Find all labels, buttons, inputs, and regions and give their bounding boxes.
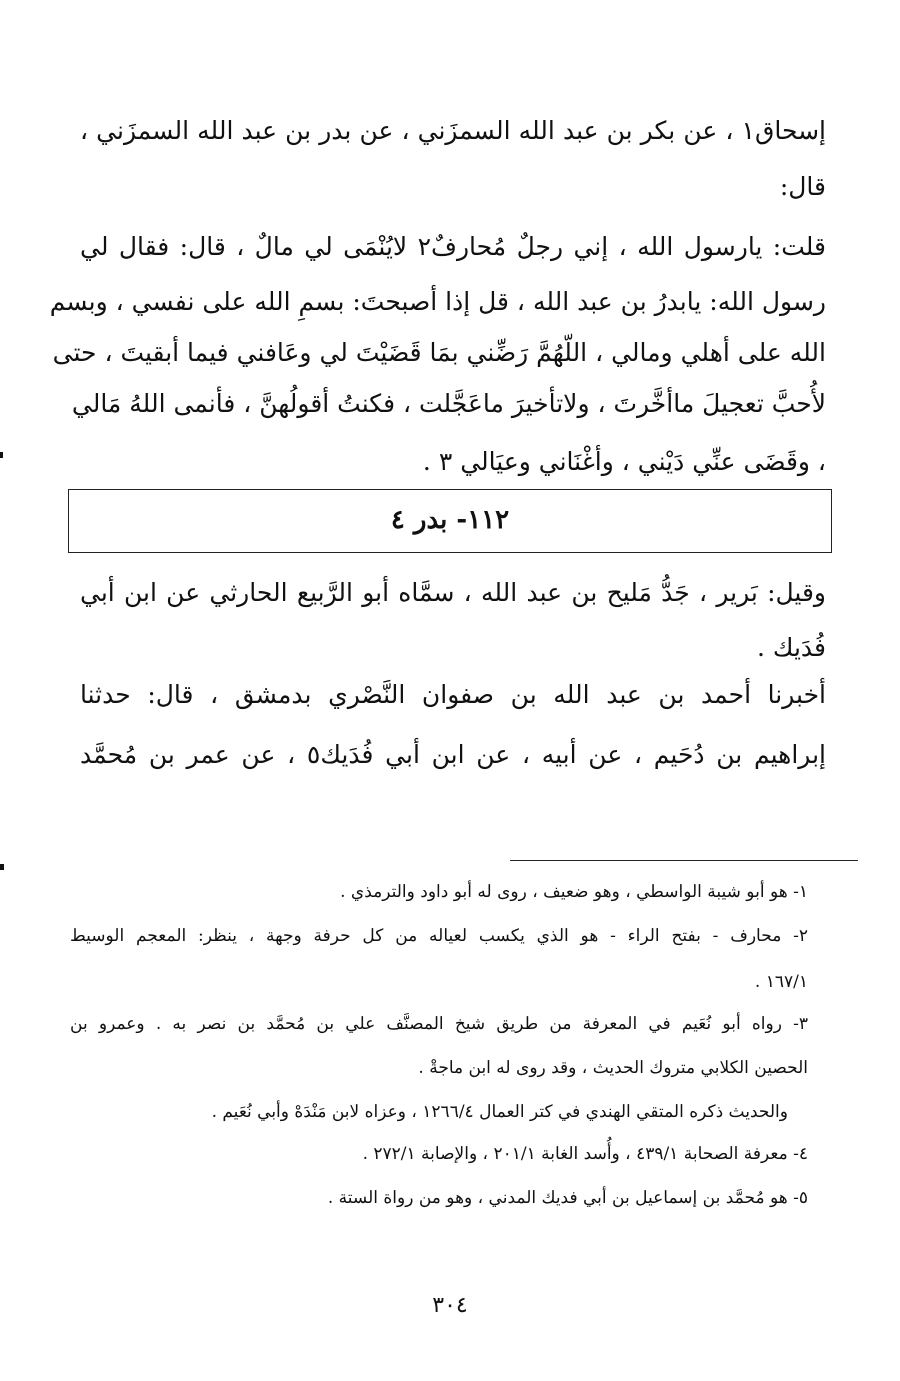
section-title: ١١٢- بدر ٤ [390,505,510,535]
body-line-6: لأُحبَّ تعجيلَ ماأخَّرتَ ، ولاتأخيرَ ماعَجَّلت ، فكنتُ أقولُهنَّ ، فأنمى اللهُ مَالي [71,389,826,418]
footnote-3: ٣- رواه أبو نُعَيم في المعرفة من طريق شيخ المصنَّف علي بن مُحمَّد بن نصر به . وعمرو بن [70,1014,808,1034]
body-line-8: وقيل: بَرير ، جَدُّ مَليح بن عبد الله ، سمَّاه أبو الرَّبيع الحارثي عن ابن أبي [80,578,826,607]
footnote-1: ١- هو أبو شيبة الواسطي ، وهو ضعيف ، روى له أبو داود والترمذي . [340,882,808,902]
footnote-3-continued: الحصين الكلابي متروك الحديث ، وقد روى له ابن ماجةْ . [418,1058,808,1078]
body-line-1: إسحاق١ ، عن بكر بن عبد الله السمزَني ، عن بدر بن عبد الله السمزَني ، [80,116,826,145]
footnote-4: ٤- معرفة الصحابة ٤٣٩/١ ، وأُسد الغابة ٢٠١/١ ، والإصابة ٢٧٢/١ . [362,1144,808,1164]
footnote-5: ٥- هو مُحمَّد بن إسماعيل بن أبي فديك المدني ، وهو من رواة الستة . [327,1188,808,1208]
body-line-5: الله على أهلي ومالي ، اللّهُمَّ رَضِّني بمَا قَضَيْتَ لي وعَافني فيما أبقيتَ ، حتى [52,338,826,367]
body-line-9: فُدَيك . [757,633,826,662]
body-line-11: إبراهيم بن دُحَيم ، عن أبيه ، عن ابن أبي فُدَيك٥ ، عن عمر بن مُحمَّد [80,740,826,769]
scan-mark-bottom [0,864,4,870]
footnote-2-continued: ١٦٧/١ . [754,972,808,992]
body-line-2: قال: [779,172,826,201]
footnote-separator [510,860,858,861]
body-line-4: رسول الله: يابدرُ بن عبد الله ، قل إذا أصبحتَ: بسمِ الله على نفسي ، وبسم [49,287,826,316]
body-line-7: ، وقَضَى عنِّي دَيْني ، وأغْنَاني وعيَالي ٣ . [422,447,826,476]
footnote-3-note: والحديث ذكره المتقي الهندي في كتر العمال ١٢٦٦/٤ ، وعزاه لابن مَنْدَهْ وأبي نُعَيم . [211,1102,788,1122]
body-line-10: أخبرنا أحمد بن عبد الله بن صفوان النَّصْري بدمشق ، قال: حدثنا [80,680,826,709]
footnote-2: ٢- محارف - بفتح الراء - هو الذي يكسب لعياله من كل حرفة وجهة ، ينظر: المعجم الوسيط [70,926,808,946]
scan-mark-top [0,452,3,458]
body-line-3: قلت: يارسول الله ، إني رجلٌ مُحارفٌ٢ لايُنْمَى لي مالٌ ، قال: فقال لي [80,232,826,261]
page-number: ٣٠٤ [432,1293,468,1318]
